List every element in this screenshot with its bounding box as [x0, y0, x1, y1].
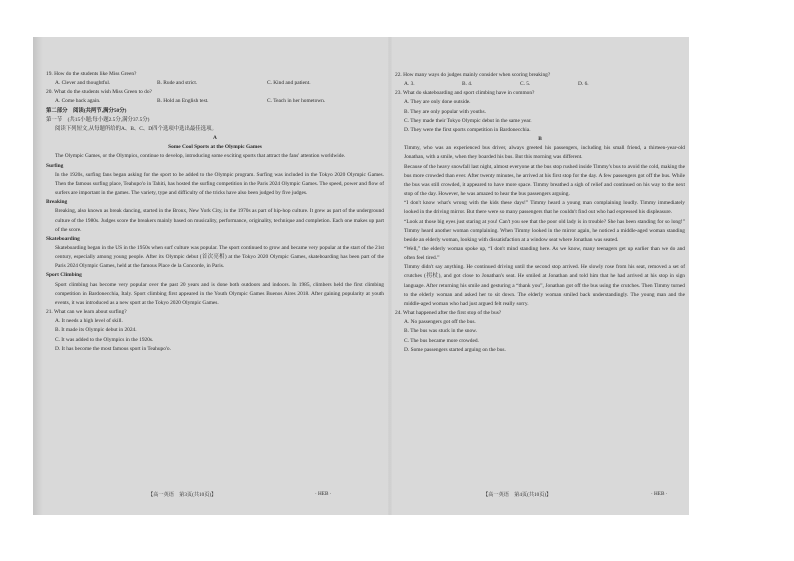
page-footer-label: 【高一英语 第4页(共10页)】 [483, 492, 552, 498]
option: B. Hold an English test. [157, 98, 209, 105]
option: C. The bus became more crowded. [404, 337, 479, 344]
page-fold [388, 37, 392, 515]
page-footer-code: · HEB · [315, 491, 332, 497]
option: C. 5. [520, 81, 531, 88]
question-22: 22. How many ways do judges mainly consider when scoring breaking? [395, 72, 551, 78]
option: A. Come back again. [55, 98, 101, 105]
option: D. 6. [578, 81, 589, 88]
option: B. 4. [462, 81, 473, 88]
option: D. They were the first sports competition in Bardonecchia. [404, 126, 531, 133]
option: B. The bus was stuck in the snow. [404, 328, 478, 335]
story-paragraph: Timmy, who was an experienced bus driver, always greeted his passengers, including his small friend, a thirteen-year-old Jonathan, with a smile, when they boarded his bus. But this morning was different. [404, 145, 685, 161]
part-heading: 第二部分 阅读(共两节,满分50分) [46, 107, 127, 114]
story-paragraph: Because of the heavy snowfall last night, almost everyone at the bus stop rushed inside Timmy's bus to avoid the cold, making the bus more crowded than ever. After twenty minutes, he arrived at his first stop for the day. A few passengers got off the bus. While the bus was still crowded, it appeared to have more space. Timmy breathed a sigh of relief and continued on his way to the next stop of the day. However, he was amazed to hear the bus passengers arguing. [404, 163, 685, 198]
option: C. It was added to the Olympics in the 1920s. [55, 336, 154, 343]
option: D. Some passengers started arguing on the bus. [404, 346, 506, 353]
option: A. 3. [404, 81, 415, 88]
option: A. They are only done outside. [404, 99, 471, 106]
right-page-column [395, 71, 685, 355]
option: A. Clever and thoughtful. [55, 80, 111, 87]
question-21: 21. What can we learn about surfing? [46, 309, 127, 316]
story-paragraph: “I don't know what's wrong with the kids these days!” Timmy heard a young man complaining loudly. Timmy immediately looked in the driving mirror. But there were so many passengers that he couldn't find out who had expressed his displeasure. [404, 200, 685, 216]
question-23: 23. What do skateboarding and sport climbing have in common? [395, 90, 535, 97]
option: A. It needs a high level of skill. [55, 318, 123, 325]
intro-paragraph: The Olympic Games, or the Olympics, continue to develop, introducing some exciting sports that attract the fans' attention worldwide. [55, 153, 346, 160]
scan-edge-shadow [33, 37, 43, 515]
subheading-surfing: Surfing [46, 162, 64, 169]
option: C. Teach in her hometown. [267, 98, 326, 105]
option: B. They are only popular with youths. [404, 108, 486, 115]
question-22-options [395, 80, 685, 89]
paragraph-surfing: In the 1920s, surfing fans began asking for the sport to be added to the Olympic program. Surfing was included in the Tokyo 2020 Olympic Games. Then the famous surfing place, Teahupo'o in Tahiti, has hosted the surfing competition in the Paris 2024 Olympic Games. The speed, power and flow of surfers are important in the games. The variety, type and difficulty of the tricks have also been judged by five judges. [55, 171, 384, 197]
passage-title: Some Cool Sports at the Olympic Games [168, 144, 262, 151]
page-footer-label: 【高一英语 第3页(共10页)】 [148, 492, 217, 498]
subheading-skateboarding: Skateboarding [46, 235, 80, 242]
option: B. Rude and strict. [157, 80, 198, 87]
passage-letter: A [213, 135, 217, 142]
subheading-breaking: Breaking [46, 199, 68, 206]
option: C. Kind and patient. [267, 80, 311, 87]
story-paragraph: “Well,” the elderly woman spoke up, “I don't mind standing here. As we know, many teenagers get up earlier than we do and often feel tired.” [404, 245, 685, 262]
subheading-sport-climbing: Sport Climbing [46, 272, 82, 279]
option: C. They made their Tokyo Olympic debut in the same year. [404, 117, 532, 124]
left-page-column [46, 70, 384, 354]
option: B. It made its Olympic debut in 2024. [55, 327, 137, 334]
story-paragraph: Timmy didn't say anything. He continued driving until the second stop arrived. He slowly rose from his seat, removed a set of crutches (拐杖), and got close to Jonathan's seat. He smiled at Jonathan and told him that he had arrived at his stop in sign language. After returning his smile and gesturing a “thank you”, Jonathan got off the bus using the crutches. Then Timmy turned to the elderly woman and asked her to sit down. The elderly woman smiled back understandingly. The young man and the middle-aged woman who had just argued felt really sorry. [404, 264, 685, 307]
paragraph-breaking: Breaking, also known as break dancing, started in the Bronx, New York City, in the 1970s as part of hip-hop culture. It grew as part of the underground culture of the 1980s. Judges score the breakers mainly based on musicality, performance, originality, technique and completion. Each one makes up part of the score. [55, 208, 384, 233]
story-paragraph: “Look at those big eyes just staring at you! Can't you see that the poor old lady is in trouble? She has been standing for so long!” Timmy heard another woman complaining. When Timmy looked in the mirror again, he noticed a middle-aged woman standing beside an elderly woman, looking with dissatisfaction at a window seat where Jonathan was seated. [404, 218, 685, 243]
question-20-options [46, 97, 384, 106]
paragraph-sport-climbing: Sport climbing has become very popular over the past 20 years and is done both outdoors and indoors. In 1985, climbers held the first climbing competition in Bardonecchia, Italy. Sport climbing first appeared in the Youth Olympic Games Buenos Aires 2018. After gaining popularity at youth events, it was introduced as a new sport at the Tokyo 2020 Olympic Games. [55, 281, 384, 306]
question-24: 24. What happened after the first stop of the bus? [395, 310, 502, 317]
paragraph-skateboarding: Skateboarding began in the US in the 1950s when surf culture was popular. The sport continued to grow and became very popular at the start of the 21st century, especially among young people. After its Olympic debut (首次亮相) at the Tokyo 2020 Olympic Games, skateboarding has been part of the Paris 2024 Olympic Games, held at the famous Place de la Concorde, in Paris. [55, 244, 384, 270]
question-19-options [46, 79, 384, 88]
option: A. No passengers got off the bus. [404, 319, 476, 326]
passage-letter: B [538, 136, 542, 143]
section-heading: 第一节 (共15小题;每小题2.5分,满分37.5分) [46, 116, 150, 123]
instruction: 阅读下列短文,从每题所给的A、B、C、D四个选项中选出最佳选项。 [55, 125, 217, 132]
question-19: 19. How do the students like Miss Green? [46, 71, 137, 77]
question-20: 20. What do the students wish Miss Green to do? [46, 89, 152, 96]
page-footer-code: · HEB · [651, 491, 668, 497]
option: D. It has become the most famous sport in Teahupo'o. [55, 345, 171, 352]
